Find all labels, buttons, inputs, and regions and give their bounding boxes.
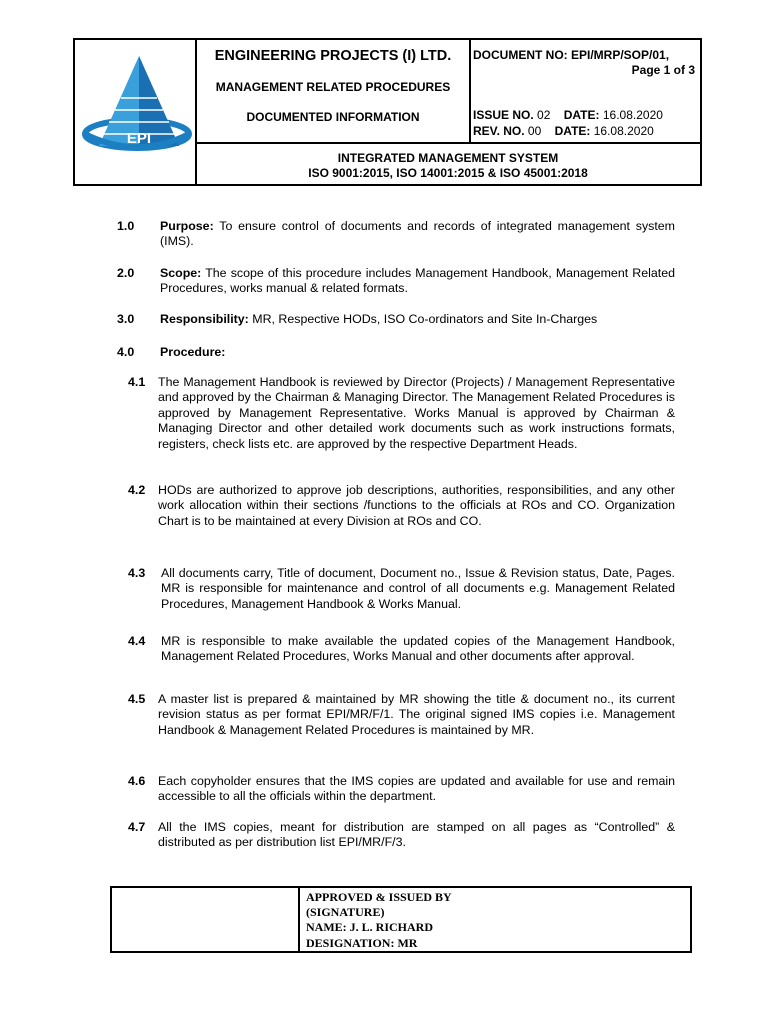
issue-number: 02 bbox=[537, 108, 551, 122]
procedure-number: 4.1 bbox=[128, 375, 146, 389]
revision-label: REV. NO. bbox=[473, 124, 525, 138]
approval-table-divider bbox=[298, 888, 300, 951]
procedure-item: Each copyholder ensures that the IMS copies are updated and available for use and remain accessible to all the officials within the department. bbox=[158, 774, 675, 804]
section-number: 3.0 bbox=[117, 312, 135, 326]
issue-line bbox=[473, 108, 699, 122]
section-label: Responsibility: bbox=[160, 312, 249, 326]
page-number: Page 1 of 3 bbox=[631, 63, 695, 77]
approval-table bbox=[110, 886, 692, 953]
signature-label: (SIGNATURE) bbox=[306, 905, 385, 920]
header-divider bbox=[469, 40, 471, 144]
approval-details bbox=[306, 890, 452, 951]
issue-label: ISSUE NO. bbox=[473, 108, 534, 122]
procedure-item: A master list is prepared & maintained by MR showing the title & document no., its current revision status as per format EPI/MR/F/1. The original signed IMS copies i.e. Management Handbook & Management Related Procedures is maintained by MR. bbox=[158, 692, 675, 737]
revision-date-label: DATE: bbox=[554, 124, 591, 138]
revision-number: 00 bbox=[527, 124, 542, 138]
section-text: To ensure control of documents and records of integrated management system (IMS). bbox=[160, 219, 675, 249]
procedure-number: 4.4 bbox=[128, 634, 146, 648]
approved-issued-by: APPROVED & ISSUED BY bbox=[306, 890, 452, 904]
procedures-title: MANAGEMENT RELATED PROCEDURES bbox=[215, 80, 451, 94]
section-number: 2.0 bbox=[117, 266, 135, 280]
iso-standards: ISO 9001:2015, ISO 14001:2015 & ISO 45001:2018 bbox=[308, 166, 588, 180]
procedure-number: 4.7 bbox=[128, 820, 146, 834]
documented-information: DOCUMENTED INFORMATION bbox=[246, 110, 420, 124]
company-name: ENGINEERING PROJECTS (I) LTD. bbox=[214, 48, 452, 64]
section-responsibility bbox=[160, 312, 675, 327]
revision-line bbox=[473, 124, 699, 138]
procedure-number: 4.3 bbox=[128, 566, 146, 580]
procedure-item: The Management Handbook is reviewed by Director (Projects) / Management Representative and approved by the Chairman & Managing Director. The Management Related Procedures is approved by Management Representative. Works Manual is approved by Chairman & Managing Director and other detailed work documents such as work instructions formats, registers, check lists etc. are approved by the respective Department Heads. bbox=[158, 375, 675, 451]
approver-name: NAME: J. L. RICHARD bbox=[306, 920, 433, 935]
procedure-item: All the IMS copies, meant for distribution are stamped on all pages as “Controlled” & distributed as per distribution list EPI/MR/F/3. bbox=[158, 820, 675, 850]
approver-designation: DESIGNATION: MR bbox=[306, 935, 418, 950]
logo-text: EPI bbox=[126, 130, 152, 147]
section-label: Scope: bbox=[160, 266, 202, 280]
issue-date: 16.08.2020 bbox=[602, 108, 663, 122]
document-header bbox=[73, 38, 702, 186]
revision-date: 16.08.2020 bbox=[593, 124, 654, 138]
procedure-item: HODs are authorized to approve job descriptions, authorities, responsibilities, and any other work allocation within their sections /functions to the officials at ROs and CO. Organization Chart is to be maintained at every Division at ROs and CO. bbox=[158, 483, 675, 528]
system-title: INTEGRATED MANAGEMENT SYSTEM bbox=[337, 151, 559, 165]
document-number: DOCUMENT NO: EPI/MRP/SOP/01, bbox=[473, 48, 670, 62]
section-purpose bbox=[160, 219, 675, 250]
section-number: 1.0 bbox=[117, 219, 135, 233]
procedure-item: MR is responsible to make available the updated copies of the Management Handbook, Management Related Procedures, Works Manual and other documents after approval. bbox=[161, 634, 675, 664]
section-text: MR, Respective HODs, ISO Co-ordinators and Site In-Charges bbox=[248, 312, 598, 326]
section-number: 4.0 bbox=[117, 345, 135, 359]
header-divider bbox=[195, 142, 700, 144]
section-scope bbox=[160, 266, 675, 297]
procedure-number: 4.6 bbox=[128, 774, 146, 788]
section-text: The scope of this procedure includes Management Handbook, Management Related Procedures, works manual & related formats. bbox=[160, 266, 675, 296]
system-title-block bbox=[197, 151, 699, 181]
section-procedure bbox=[160, 345, 675, 360]
procedure-number: 4.2 bbox=[128, 483, 146, 497]
section-label: Purpose: bbox=[160, 219, 214, 233]
procedure-number: 4.5 bbox=[128, 692, 146, 706]
issue-date-label: DATE: bbox=[563, 108, 600, 122]
company-logo bbox=[77, 42, 195, 184]
section-label: Procedure: bbox=[160, 345, 226, 359]
procedure-item: All documents carry, Title of document, Document no., Issue & Revision status, Date, Pages. MR is responsible for maintenance and control of all documents e.g. Management Related Procedures, Management Handbook & Works Manual. bbox=[161, 566, 675, 611]
